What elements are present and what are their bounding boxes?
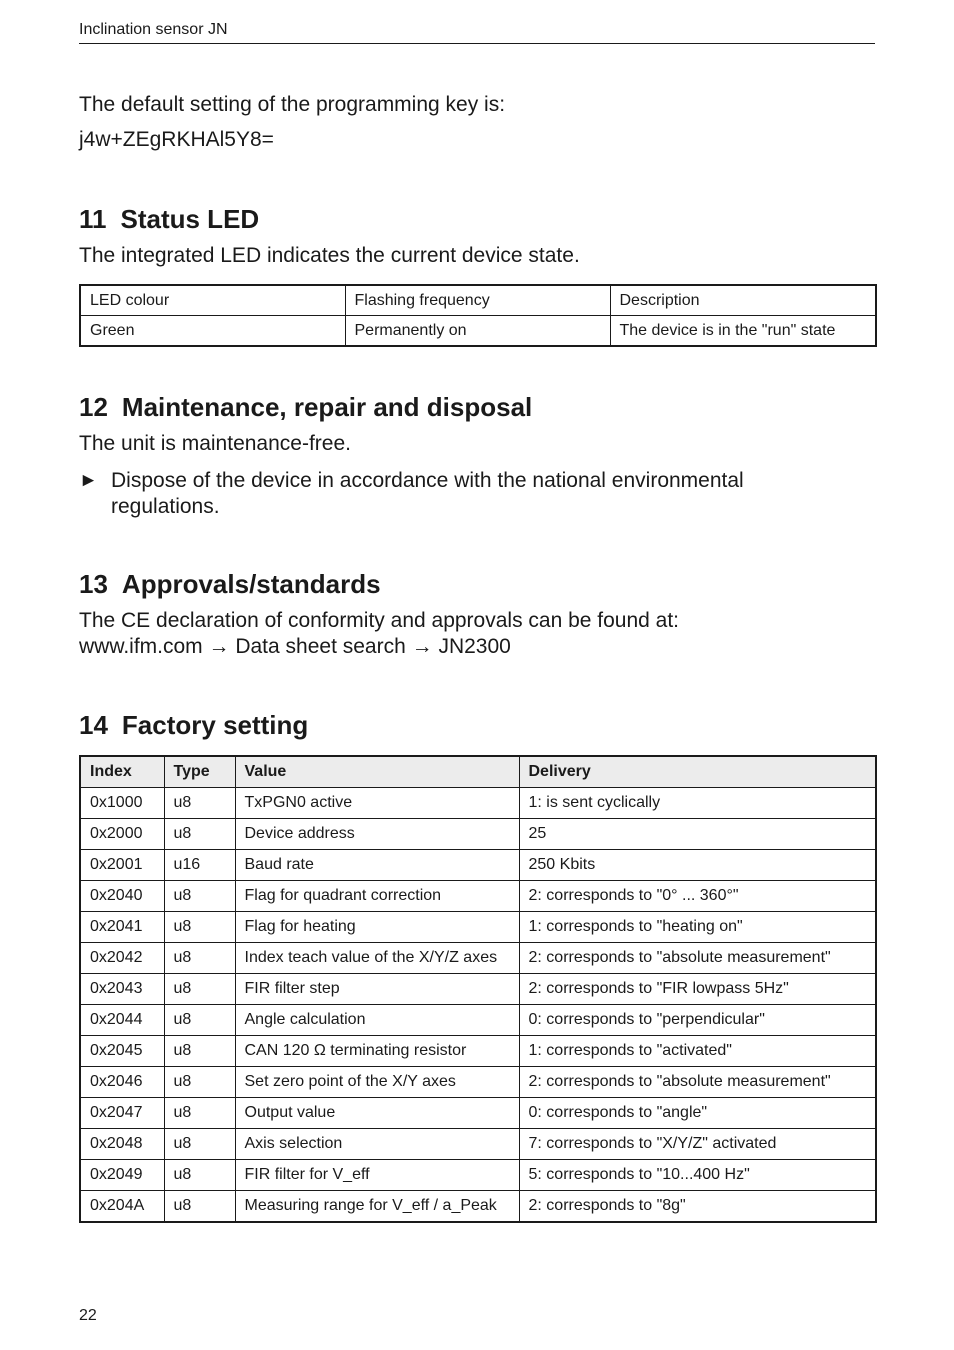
table-cell: u8	[164, 1160, 235, 1191]
table-cell: 1: corresponds to "heating on"	[519, 912, 876, 943]
section-11-heading	[79, 204, 259, 234]
section-11-text: The integrated LED indicates the current device state.	[79, 244, 580, 267]
table-cell: 1: corresponds to "activated"	[519, 1036, 876, 1067]
table-cell: 0x2046	[80, 1067, 164, 1098]
section-11-number: 11	[79, 204, 107, 234]
section-13-heading	[79, 569, 381, 599]
table-cell: Flag for quadrant correction	[235, 881, 519, 912]
intro-line-1: The default setting of the programming key is:	[79, 93, 506, 116]
table-row	[80, 819, 876, 850]
table-cell: u8	[164, 788, 235, 819]
table-cell: Flag for heating	[235, 912, 519, 943]
table-cell: 0x2044	[80, 1005, 164, 1036]
table-row	[80, 1067, 876, 1098]
table-cell: Permanently on	[345, 316, 610, 347]
table-cell: u16	[164, 850, 235, 881]
table-cell: Device address	[235, 819, 519, 850]
factory-setting-table	[79, 755, 877, 1223]
disposal-bullet-text: Dispose of the device in accordance with the national environmental regulations.	[111, 469, 744, 518]
table-row	[80, 1191, 876, 1223]
section-14-heading	[79, 710, 308, 740]
table-cell: u8	[164, 974, 235, 1005]
column-header: LED colour	[80, 285, 345, 316]
table-cell: u8	[164, 1005, 235, 1036]
status-led-table	[79, 284, 877, 347]
table-cell: 0x2043	[80, 974, 164, 1005]
table-header-row	[80, 285, 876, 316]
header-rule	[79, 43, 875, 44]
page-number: 22	[79, 1307, 97, 1324]
table-cell: Index teach value of the X/Y/Z axes	[235, 943, 519, 974]
table-cell: Axis selection	[235, 1129, 519, 1160]
table-cell: 2: corresponds to "FIR lowpass 5Hz"	[519, 974, 876, 1005]
section-13-title: Approvals/standards	[121, 569, 381, 599]
arrow-bullet-icon: ►	[79, 470, 98, 491]
table-header-row	[80, 756, 876, 788]
column-header: Description	[610, 285, 876, 316]
table-cell: 0x2049	[80, 1160, 164, 1191]
table-cell: u8	[164, 1191, 235, 1223]
section-14-number: 14	[79, 710, 108, 740]
table-cell: Baud rate	[235, 850, 519, 881]
table-cell: 0x2048	[80, 1129, 164, 1160]
table-cell: u8	[164, 881, 235, 912]
table-cell: Set zero point of the X/Y axes	[235, 1067, 519, 1098]
section-12-heading	[79, 392, 532, 422]
table-cell: The device is in the "run" state	[610, 316, 876, 347]
table-cell: 0: corresponds to "angle"	[519, 1098, 876, 1129]
table-cell: Green	[80, 316, 345, 347]
table-cell: 0x2041	[80, 912, 164, 943]
section-13-line-2: www.ifm.com → Data sheet search → JN2300	[79, 635, 511, 658]
table-cell: 0x1000	[80, 788, 164, 819]
table-cell: u8	[164, 819, 235, 850]
table-row	[80, 881, 876, 912]
table-cell: FIR filter step	[235, 974, 519, 1005]
section-11-title: Status LED	[120, 204, 260, 234]
table-row	[80, 912, 876, 943]
table-cell: 0x2045	[80, 1036, 164, 1067]
table-cell: 5: corresponds to "10...400 Hz"	[519, 1160, 876, 1191]
table-cell: 1: is sent cyclically	[519, 788, 876, 819]
table-row	[80, 788, 876, 819]
table-cell: 0x2040	[80, 881, 164, 912]
table-cell: 250 Kbits	[519, 850, 876, 881]
disposal-bullet	[79, 468, 799, 520]
table-cell: 0: corresponds to "perpendicular"	[519, 1005, 876, 1036]
programming-key: j4w+ZEgRKHAl5Y8=	[79, 128, 274, 151]
table-cell: 0x204A	[80, 1191, 164, 1223]
table-cell: 2: corresponds to "8g"	[519, 1191, 876, 1223]
table-cell: 2: corresponds to "absolute measurement"	[519, 1067, 876, 1098]
column-header: Delivery	[519, 756, 876, 788]
table-row	[80, 1129, 876, 1160]
table-cell: FIR filter for V_eff	[235, 1160, 519, 1191]
table-cell: 2: corresponds to "0° ... 360°"	[519, 881, 876, 912]
table-cell: 25	[519, 819, 876, 850]
table-row	[80, 316, 876, 347]
section-12-number: 12	[79, 392, 108, 422]
section-12-text: The unit is maintenance-free.	[79, 432, 351, 455]
section-13-number: 13	[79, 569, 108, 599]
table-cell: Output value	[235, 1098, 519, 1129]
table-cell: u8	[164, 912, 235, 943]
column-header: Type	[164, 756, 235, 788]
running-header: Inclination sensor JN	[79, 21, 228, 38]
table-cell: 7: corresponds to "X/Y/Z" activated	[519, 1129, 876, 1160]
table-cell: u8	[164, 943, 235, 974]
table-row	[80, 1098, 876, 1129]
table-cell: Angle calculation	[235, 1005, 519, 1036]
section-14-title: Factory setting	[121, 710, 309, 740]
table-cell: TxPGN0 active	[235, 788, 519, 819]
table-row	[80, 1160, 876, 1191]
table-cell: 0x2000	[80, 819, 164, 850]
table-cell: u8	[164, 1129, 235, 1160]
table-row	[80, 1036, 876, 1067]
table-cell: 0x2001	[80, 850, 164, 881]
table-row	[80, 850, 876, 881]
table-cell: Measuring range for V_eff / a_Peak	[235, 1191, 519, 1223]
column-header: Index	[80, 756, 164, 788]
section-12-title: Maintenance, repair and disposal	[121, 392, 533, 422]
table-cell: 0x2042	[80, 943, 164, 974]
table-row	[80, 1005, 876, 1036]
table-cell: 2: corresponds to "absolute measurement"	[519, 943, 876, 974]
table-cell: u8	[164, 1036, 235, 1067]
table-cell: u8	[164, 1067, 235, 1098]
table-cell: CAN 120 Ω terminating resistor	[235, 1036, 519, 1067]
column-header: Flashing frequency	[345, 285, 610, 316]
section-13-line-1: The CE declaration of conformity and approvals can be found at:	[79, 609, 680, 632]
table-cell: u8	[164, 1098, 235, 1129]
table-cell: 0x2047	[80, 1098, 164, 1129]
table-row	[80, 974, 876, 1005]
table-row	[80, 943, 876, 974]
column-header: Value	[235, 756, 519, 788]
